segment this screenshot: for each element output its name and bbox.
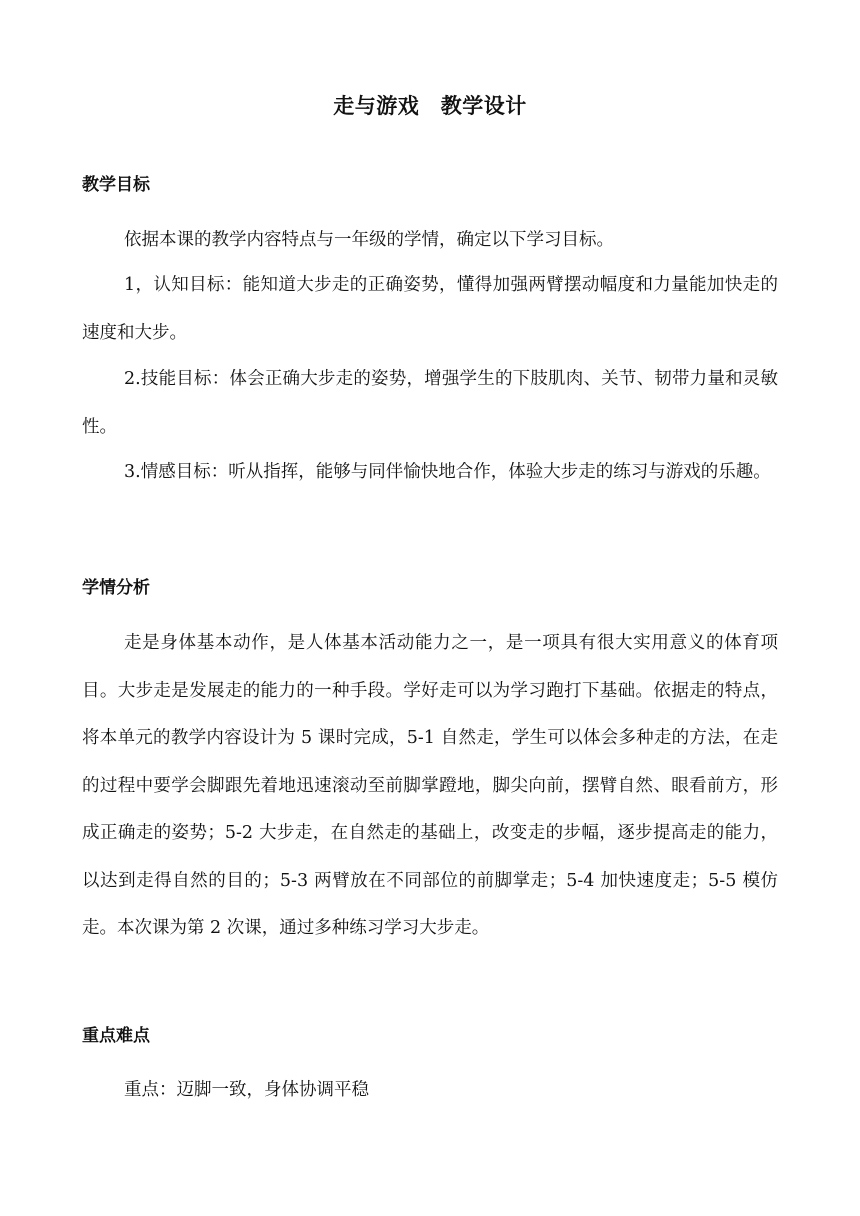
section-heading-teaching-objectives: 教学目标 xyxy=(82,175,150,195)
paragraph-cognitive-objective: 1，认知目标：能知道大步走的正确姿势，懂得加强两臂摆动幅度和力量能加快走的速度和大步。 xyxy=(82,275,778,343)
section-heading-learner-analysis: 学情分析 xyxy=(82,578,150,598)
document-title: 走与游戏 教学设计 xyxy=(333,94,527,118)
paragraph-skill-objective: 2.技能目标：体会正确大步走的姿势，增强学生的下肢肌肉、关节、韧带力量和灵敏性。 xyxy=(82,369,778,437)
paragraph-key-point: 重点：迈脚一致，身体协调平稳 xyxy=(124,1080,369,1100)
paragraph-objectives-intro: 依据本课的教学内容特点与一年级的学情，确定以下学习目标。 xyxy=(124,230,614,250)
section-heading-key-points: 重点难点 xyxy=(82,1026,150,1046)
paragraph-affective-objective: 3.情感目标：听从指挥，能够与同伴愉快地合作，体验大步走的练习与游戏的乐趣。 xyxy=(124,462,771,482)
paragraph-learner-analysis: 走是身体基本动作，是人体基本活动能力之一，是一项具有很大实用意义的体育项目。大步走是发展走的能力的一种手段。学好走可以为学习跑打下基础。依据走的特点，将本单元的教学内容设计为 5 课时完成，5-1 自然走，学生可以体会多种走的方法，在走的过程中要学会脚跟先着地迅速滚动至前脚掌蹬地，脚尖向前，摆臂自然、眼看前方，形成正确走的姿势；5-2 大步走，在自然走的基础上，改变走的步幅，逐步提高走的能力，以达到走得自然的目的；5-3 两臂放在不同部位的前脚掌走；5-4 加快速度走；5-5 模仿走。本次课为第 2 次课，通过多种练习学习大步走。 xyxy=(82,633,778,938)
